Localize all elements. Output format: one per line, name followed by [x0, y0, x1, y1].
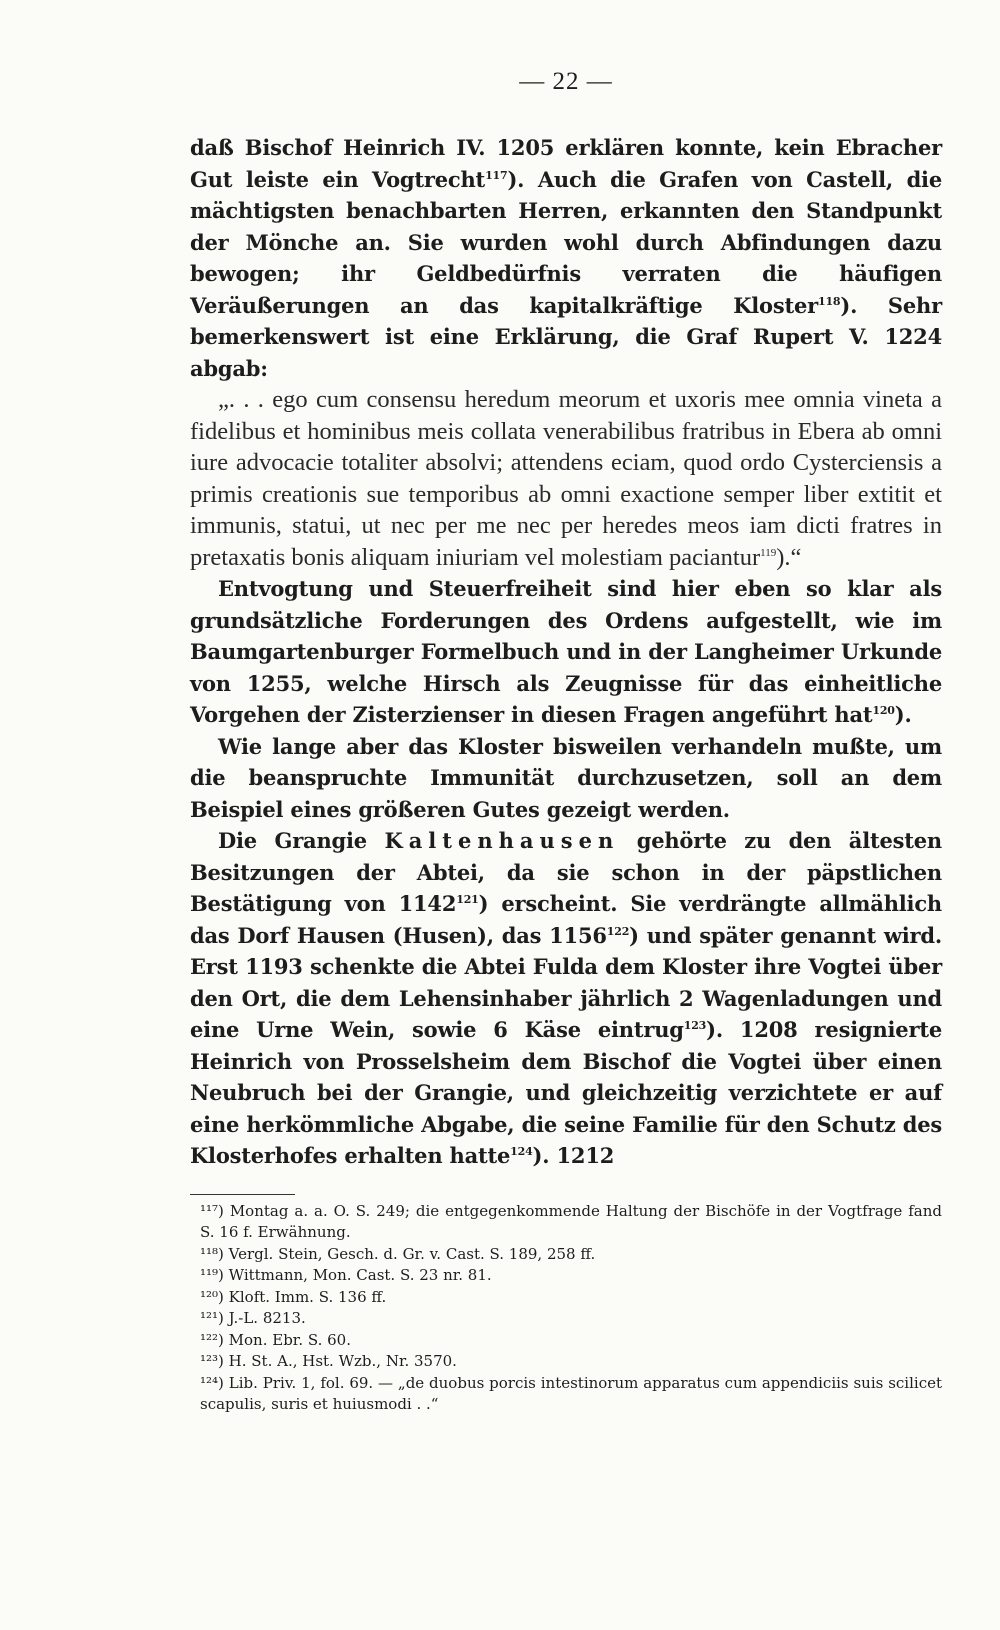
text-run: ).	[894, 702, 912, 727]
text-run: Entvogtung und Steuerfreiheit sind hier eben so klar als grundsätzliche Forderungen des Ordens aufgestellt, wie im Baumgartenburger Formelbuch und in der Langheimer Urkunde von 1255, welche Hirsch als Zeugnisse für das einheitliche Vorgehen der Zisterzienser in diesen Fragen angeführt hat	[190, 576, 942, 727]
text-run: ). Sehr bemerkenswert ist eine Erklärung, die Graf Rupert V. 1224 abgab:	[190, 292, 942, 381]
text-run: ). 1212	[532, 1143, 615, 1168]
paragraph-1	[190, 132, 942, 384]
footnote-ref: 123	[683, 1019, 707, 1032]
footnote-ref: 118	[818, 294, 841, 308]
text-run: daß Bischof Heinrich IV. 1205 erklären konnte, kein Ebracher Gut leiste ein Vogtrecht	[190, 135, 942, 192]
footnote-ref: 124	[510, 1145, 533, 1158]
text-run: ) und später genannt wird. Erst 1193 schenkte die Abtei Fulda dem Kloster ihre Vogtei über den Ort, die dem Lehensinhaber jährlich 2 Wagenladungen und eine Urne Wein, sowie 6 Käse eintrug	[190, 922, 942, 1042]
footnote-118: ¹¹⁸) Vergl. Stein, Gesch. d. Gr. v. Cast. S. 189, 258 ff.	[200, 1244, 596, 1263]
text-run: ). 1208 resignierte Heinrich von Prosselsheim dem Bischof die Vogtei über einen Neubruch bei der Grangie, und gleichzeitig verzichtete er auf eine herkömmliche Abgabe, die seine Familie für den Schutz des Klosterhofes erhalten hatte	[190, 1017, 942, 1168]
paragraph-3: Wie lange aber das Kloster bisweilen verhandeln mußte, um die beanspruchte Immunität durchzusetzen, soll an dem Beispiel eines größeren Gutes gezeigt werden.	[190, 733, 942, 822]
text-run: ) erscheint. Sie verdrängte allmählich das Dorf Hausen (Husen), das 1156	[190, 891, 942, 948]
text-run: ). Auch die Grafen von Castell, die mächtigsten benachbarten Herren, erkannten den Standpunkt der Mönche an. Sie wurden wohl durch Abfindungen dazu bewogen; ihr Geldbedürfnis verraten die häufigen Veräußerungen an das kapitalkräftige Kloster	[190, 166, 942, 318]
footnote-ref: 122	[606, 924, 630, 938]
text-run: „. . . ego cum consensu heredum meorum et uxoris mee omnia vineta a fidelibus et hominibus meis collata venerabilibus fratribus in Ebera ab omni iure advocacie totaliter absolvi; attendens eciam, quod ordo Cysterciensis a primis creationis sue temporibus ab omni exactione semper liber extitit et immunis, statui, ut nec per me nec per heredes meos iam dicti fratres in pretaxatis bonis aliquam iniuriam vel molestiam paciantur	[190, 386, 942, 571]
footnote-120: ¹²⁰) Kloft. Imm. S. 136 ff.	[200, 1287, 387, 1306]
text-run: ).“	[776, 543, 802, 571]
page-number: — 22 —	[519, 68, 613, 95]
footnotes	[190, 1201, 942, 1416]
footnote-ref: 120	[872, 704, 895, 717]
footnote-121: ¹²¹) J.-L. 8213.	[200, 1309, 306, 1327]
footnote-divider	[190, 1194, 295, 1195]
place-name: Kaltenhausen	[384, 828, 620, 853]
footnote-ref: 117	[485, 168, 508, 182]
latin-quote	[190, 384, 942, 573]
text-run: gehörte zu den ältesten Besitzungen der Abtei, da sie schon in der päpstlichen Bestätigung von 1142	[190, 828, 942, 916]
footnote-123: ¹²³) H. St. A., Hst. Wzb., Nr. 3570.	[200, 1352, 457, 1370]
footnote-ref: 121	[456, 893, 479, 906]
paragraph-4	[190, 825, 942, 1172]
footnote-119: ¹¹⁹) Wittmann, Mon. Cast. S. 23 nr. 81.	[200, 1266, 492, 1284]
footnote-ref: 119	[760, 546, 777, 559]
footnote-122: ¹²²) Mon. Ebr. S. 60.	[200, 1330, 351, 1349]
text-run: Die Grangie	[218, 828, 385, 853]
paragraph-2	[190, 573, 942, 731]
footnote-117: ¹¹⁷) Montag a. a. O. S. 249; die entgegenkommende Haltung der Bischöfe in der Vogtfrage fand S. 16 f. Erwähnung.	[200, 1201, 942, 1241]
footnote-124: ¹²⁴) Lib. Priv. 1, fol. 69. — „de duobus porcis intestinorum apparatus cum appendiciis suis scilicet scapulis, suris et huiusmodi . .“	[200, 1373, 942, 1413]
